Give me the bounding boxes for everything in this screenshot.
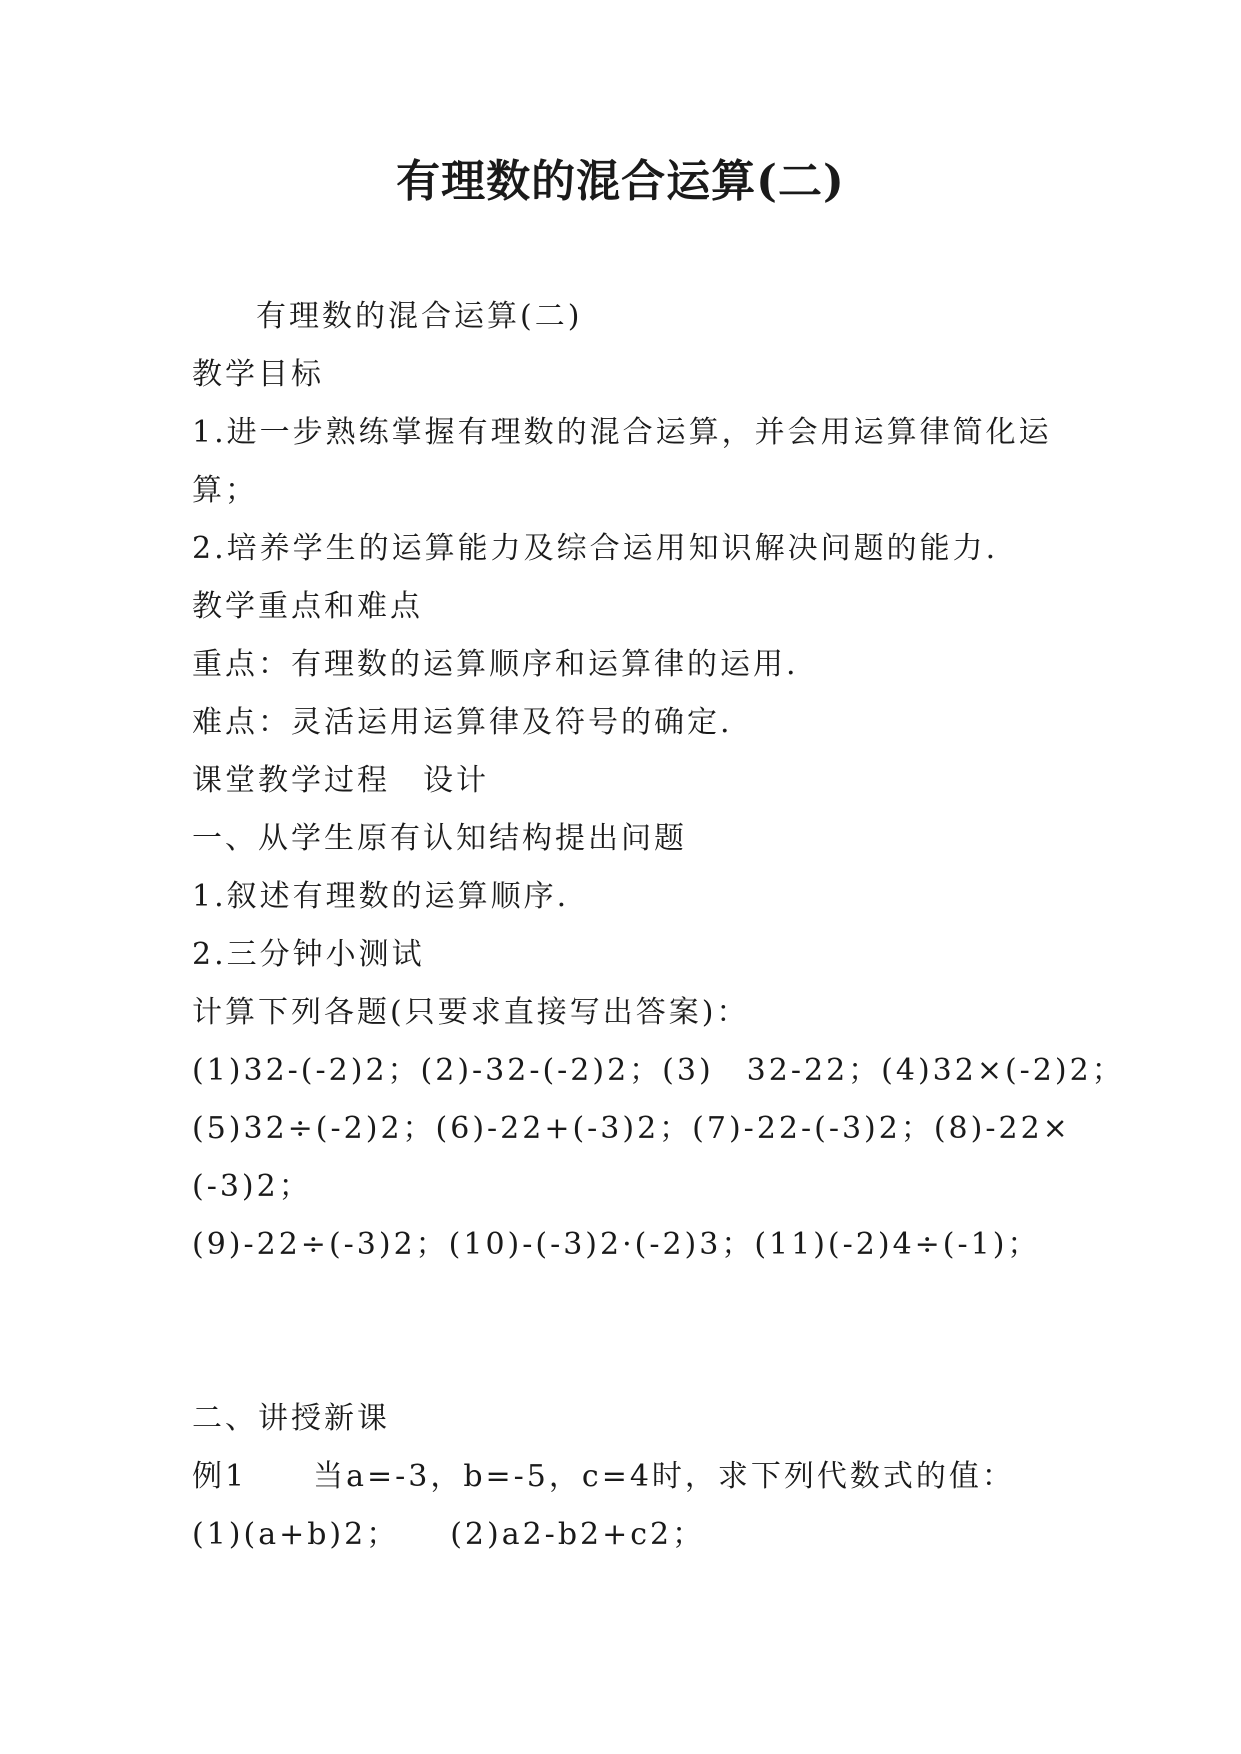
body-line: 计算下列各题(只要求直接写出答案)： <box>192 995 750 1030</box>
body-line: 重点：有理数的运算顺序和运算律的运用. <box>192 647 799 682</box>
body-line: 1.叙述有理数的运算顺序. <box>192 879 570 914</box>
body-line: 2.培养学生的运算能力及综合运用知识解决问题的能力. <box>192 531 999 566</box>
example-line: (1)(a+b)2； (2)a2-b2+c2； <box>192 1517 706 1552</box>
exercise-line: (1)32-(-2)2；(2)-32-(-2)2；(3) 32-22；(4)32×(-2)2； <box>192 1053 1125 1088</box>
section-heading: 课堂教学过程 设计 <box>192 763 489 798</box>
body-line: 难点：灵活运用运算律及符号的确定. <box>192 705 733 740</box>
blank-gap <box>192 1274 1072 1390</box>
exercise-line: (9)-22÷(-3)2；(10)-(-3)2·(-2)3；(11)(-2)4÷(-1)； <box>192 1227 1041 1262</box>
body-line: 算； <box>192 473 258 508</box>
document-body <box>192 288 1125 1564</box>
exercise-line: (5)32÷(-2)2；(6)-22+(-3)2；(7)-22-(-3)2；(8)-22× <box>192 1111 1071 1146</box>
exercise-line: (-3)2； <box>192 1169 312 1204</box>
section-heading: 教学重点和难点 <box>192 589 423 624</box>
body-line: 1.进一步熟练掌握有理数的混合运算，并会用运算律简化运 <box>192 415 1052 450</box>
document-title: 有理数的混合运算(二) <box>396 156 845 207</box>
section-heading: 二、讲授新课 <box>192 1401 390 1436</box>
example-line: 例1 当a=-3，b=-5，c=4时，求下列代数式的值： <box>192 1459 1015 1494</box>
body-line: 有理数的混合运算(二) <box>256 299 583 334</box>
body-line: 2.三分钟小测试 <box>192 937 425 972</box>
section-heading: 一、从学生原有认知结构提出问题 <box>192 821 687 856</box>
section-heading: 教学目标 <box>192 357 324 392</box>
